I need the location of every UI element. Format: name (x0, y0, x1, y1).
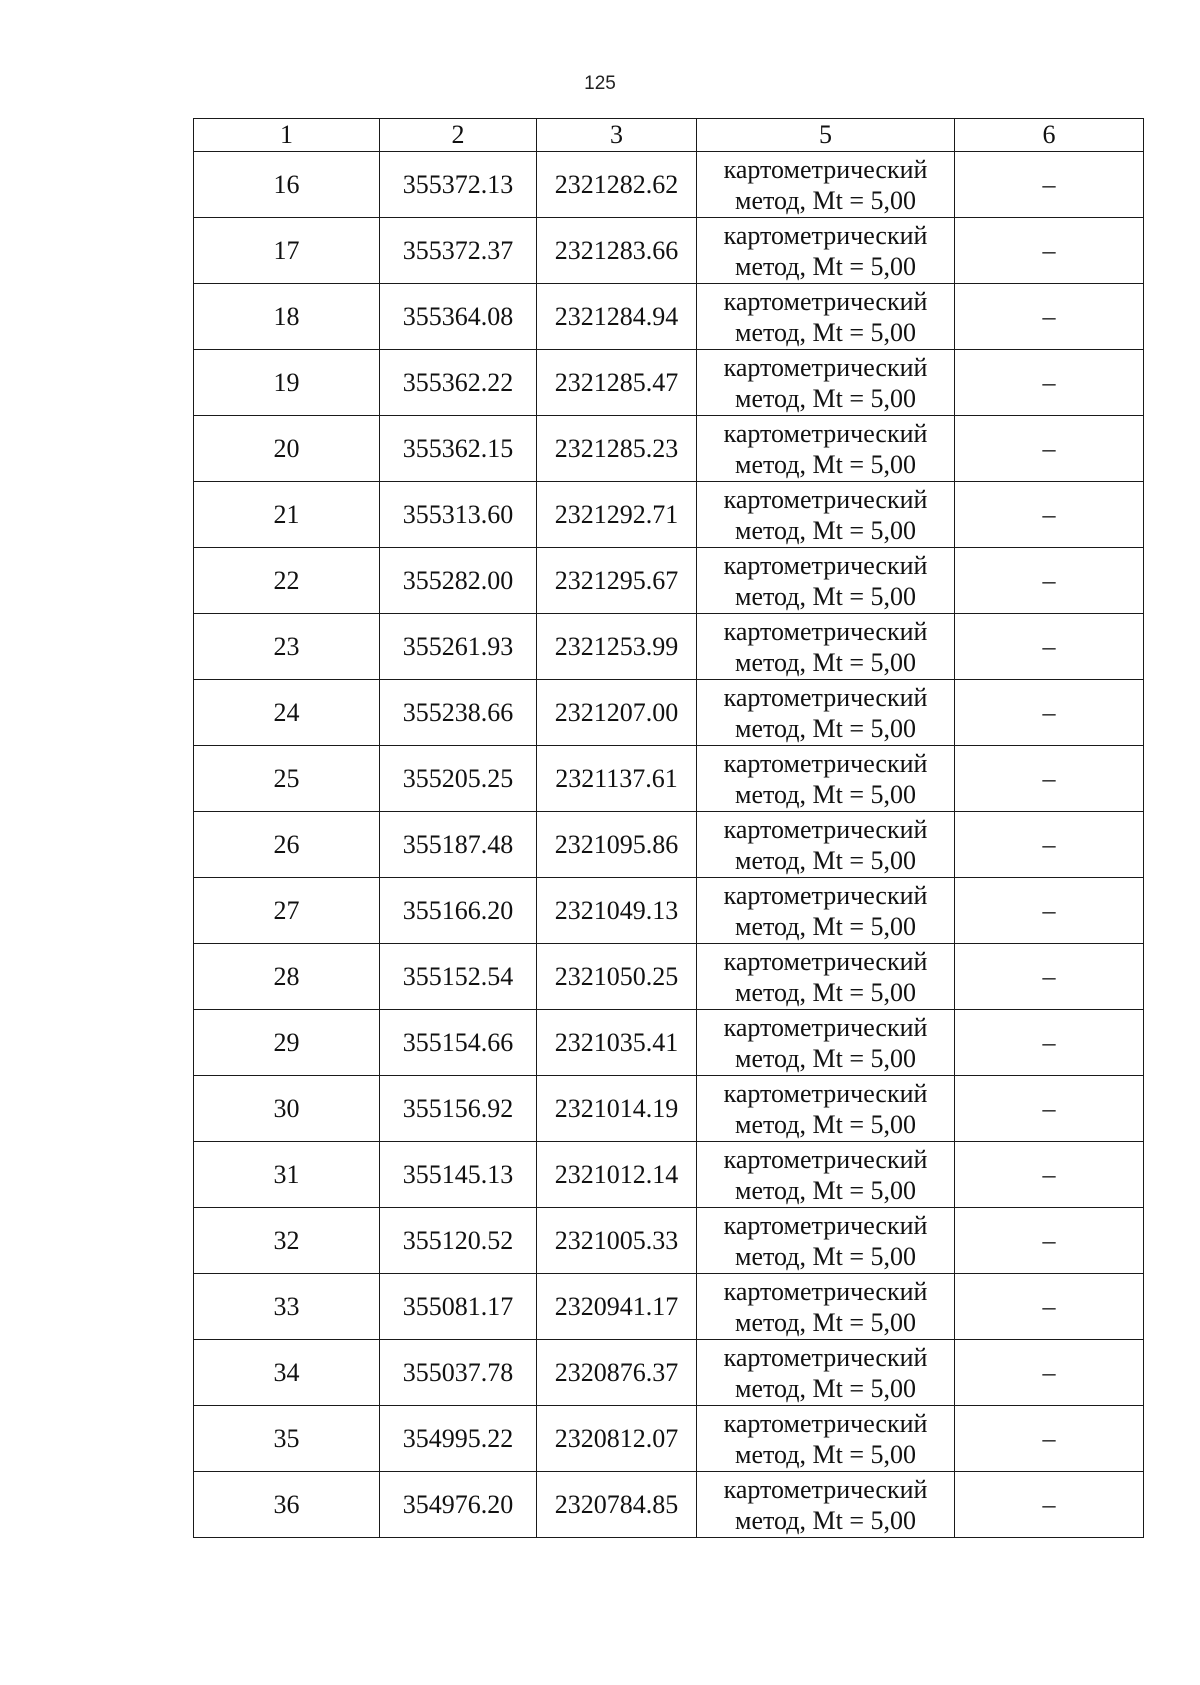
method-cell (697, 944, 955, 1010)
coordinate-y-cell: 2321283.66 (537, 218, 697, 284)
table-row (194, 1142, 1144, 1208)
method-line-2: метод, Mt = 5,00 (735, 1505, 916, 1535)
method-line-1: картометрический (723, 484, 928, 514)
coordinate-x-cell: 355362.15 (380, 416, 537, 482)
table-row (194, 548, 1144, 614)
method-line-2: метод, Mt = 5,00 (735, 779, 916, 809)
coordinate-x-cell: 354976.20 (380, 1472, 537, 1538)
coordinate-y-cell: 2321295.67 (537, 548, 697, 614)
table-row (194, 1406, 1144, 1472)
table-row (194, 1472, 1144, 1538)
method-line-1: картометрический (723, 1012, 928, 1042)
note-cell: – (955, 218, 1144, 284)
method-cell (697, 746, 955, 812)
method-line-1: картометрический (723, 616, 928, 646)
table-row (194, 284, 1144, 350)
note-cell: – (955, 1406, 1144, 1472)
table-row (194, 746, 1144, 812)
method-line-1: картометрический (723, 1078, 928, 1108)
method-cell (697, 1142, 955, 1208)
method-line-1: картометрический (723, 418, 928, 448)
coordinate-y-cell: 2320784.85 (537, 1472, 697, 1538)
table-row (194, 218, 1144, 284)
note-cell: – (955, 1010, 1144, 1076)
method-line-2: метод, Mt = 5,00 (735, 185, 916, 215)
table-row (194, 878, 1144, 944)
coordinate-y-cell: 2321035.41 (537, 1010, 697, 1076)
point-number-cell: 32 (194, 1208, 380, 1274)
point-number-cell: 26 (194, 812, 380, 878)
point-number-cell: 28 (194, 944, 380, 1010)
coordinate-y-cell: 2321050.25 (537, 944, 697, 1010)
method-cell (697, 350, 955, 416)
method-line-1: картометрический (723, 946, 928, 976)
note-cell: – (955, 284, 1144, 350)
coordinate-y-cell: 2321207.00 (537, 680, 697, 746)
method-cell (697, 152, 955, 218)
coordinate-y-cell: 2321285.47 (537, 350, 697, 416)
point-number-cell: 33 (194, 1274, 380, 1340)
note-cell: – (955, 350, 1144, 416)
note-cell: – (955, 416, 1144, 482)
method-line-2: метод, Mt = 5,00 (735, 845, 916, 875)
table-row (194, 614, 1144, 680)
point-number-cell: 21 (194, 482, 380, 548)
note-cell: – (955, 482, 1144, 548)
coordinate-x-cell: 355364.08 (380, 284, 537, 350)
coordinate-x-cell: 355166.20 (380, 878, 537, 944)
note-cell: – (955, 1076, 1144, 1142)
coordinate-x-cell: 355313.60 (380, 482, 537, 548)
method-line-2: метод, Mt = 5,00 (735, 647, 916, 677)
note-cell: – (955, 1208, 1144, 1274)
coordinate-y-cell: 2321292.71 (537, 482, 697, 548)
note-cell: – (955, 614, 1144, 680)
method-cell (697, 1406, 955, 1472)
method-line-2: метод, Mt = 5,00 (735, 581, 916, 611)
point-number-cell: 16 (194, 152, 380, 218)
method-cell (697, 1076, 955, 1142)
point-number-cell: 30 (194, 1076, 380, 1142)
coordinate-x-cell: 355282.00 (380, 548, 537, 614)
point-number-cell: 27 (194, 878, 380, 944)
note-cell: – (955, 548, 1144, 614)
method-line-1: картометрический (723, 748, 928, 778)
note-cell: – (955, 944, 1144, 1010)
table-row (194, 680, 1144, 746)
coordinate-x-cell: 355154.66 (380, 1010, 537, 1076)
point-number-cell: 19 (194, 350, 380, 416)
method-line-2: метод, Mt = 5,00 (735, 383, 916, 413)
method-cell (697, 218, 955, 284)
method-cell (697, 1472, 955, 1538)
method-cell (697, 1208, 955, 1274)
method-line-2: метод, Mt = 5,00 (735, 449, 916, 479)
coordinate-y-cell: 2320941.17 (537, 1274, 697, 1340)
table-row (194, 350, 1144, 416)
coordinate-y-cell: 2320876.37 (537, 1340, 697, 1406)
note-cell: – (955, 746, 1144, 812)
coordinate-y-cell: 2321137.61 (537, 746, 697, 812)
table-row (194, 1340, 1144, 1406)
method-line-2: метод, Mt = 5,00 (735, 1175, 916, 1205)
page-number: 125 (584, 73, 616, 94)
coordinate-x-cell: 355145.13 (380, 1142, 537, 1208)
point-number-cell: 20 (194, 416, 380, 482)
table-row (194, 152, 1144, 218)
method-cell (697, 482, 955, 548)
coordinate-y-cell: 2320812.07 (537, 1406, 697, 1472)
method-line-1: картометрический (723, 1210, 928, 1240)
method-line-1: картометрический (723, 1474, 928, 1504)
table-row (194, 1010, 1144, 1076)
note-cell: – (955, 680, 1144, 746)
coordinate-y-cell: 2321284.94 (537, 284, 697, 350)
point-number-cell: 31 (194, 1142, 380, 1208)
table-row (194, 1076, 1144, 1142)
coordinate-y-cell: 2321012.14 (537, 1142, 697, 1208)
table-row (194, 944, 1144, 1010)
coordinate-x-cell: 355120.52 (380, 1208, 537, 1274)
method-cell (697, 680, 955, 746)
method-line-2: метод, Mt = 5,00 (735, 1241, 916, 1271)
point-number-cell: 23 (194, 614, 380, 680)
table-row (194, 1208, 1144, 1274)
method-line-1: картометрический (723, 1144, 928, 1174)
coordinate-x-cell: 355081.17 (380, 1274, 537, 1340)
table-row (194, 812, 1144, 878)
coordinate-y-cell: 2321014.19 (537, 1076, 697, 1142)
method-line-1: картометрический (723, 814, 928, 844)
method-line-1: картометрический (723, 550, 928, 580)
point-number-cell: 25 (194, 746, 380, 812)
header-col-2: 2 (380, 119, 537, 152)
coordinates-table (193, 118, 1144, 1538)
coordinate-x-cell: 355362.22 (380, 350, 537, 416)
method-line-2: метод, Mt = 5,00 (735, 251, 916, 281)
note-cell: – (955, 1472, 1144, 1538)
table-row (194, 416, 1144, 482)
coordinate-x-cell: 355205.25 (380, 746, 537, 812)
coordinate-y-cell: 2321005.33 (537, 1208, 697, 1274)
method-line-2: метод, Mt = 5,00 (735, 911, 916, 941)
point-number-cell: 34 (194, 1340, 380, 1406)
method-line-1: картометрический (723, 880, 928, 910)
coordinate-y-cell: 2321285.23 (537, 416, 697, 482)
point-number-cell: 36 (194, 1472, 380, 1538)
method-line-1: картометрический (723, 220, 928, 250)
point-number-cell: 22 (194, 548, 380, 614)
method-line-1: картометрический (723, 682, 928, 712)
coordinate-x-cell: 354995.22 (380, 1406, 537, 1472)
method-cell (697, 1010, 955, 1076)
method-line-2: метод, Mt = 5,00 (735, 713, 916, 743)
method-line-1: картометрический (723, 1408, 928, 1438)
method-line-2: метод, Mt = 5,00 (735, 977, 916, 1007)
method-line-2: метод, Mt = 5,00 (735, 1439, 916, 1469)
method-line-2: метод, Mt = 5,00 (735, 317, 916, 347)
method-cell (697, 1340, 955, 1406)
note-cell: – (955, 812, 1144, 878)
method-cell (697, 878, 955, 944)
point-number-cell: 17 (194, 218, 380, 284)
method-cell (697, 284, 955, 350)
method-cell (697, 416, 955, 482)
table-row (194, 1274, 1144, 1340)
method-cell (697, 1274, 955, 1340)
header-col-5: 5 (697, 119, 955, 152)
method-line-2: метод, Mt = 5,00 (735, 1307, 916, 1337)
note-cell: – (955, 878, 1144, 944)
method-line-1: картометрический (723, 1276, 928, 1306)
coordinate-x-cell: 355156.92 (380, 1076, 537, 1142)
table-row (194, 482, 1144, 548)
coordinate-x-cell: 355037.78 (380, 1340, 537, 1406)
header-col-6: 6 (955, 119, 1144, 152)
coordinate-x-cell: 355372.13 (380, 152, 537, 218)
header-col-1: 1 (194, 119, 380, 152)
point-number-cell: 29 (194, 1010, 380, 1076)
method-line-2: метод, Mt = 5,00 (735, 515, 916, 545)
method-line-2: метод, Mt = 5,00 (735, 1043, 916, 1073)
coordinate-y-cell: 2321049.13 (537, 878, 697, 944)
method-line-1: картометрический (723, 286, 928, 316)
method-line-2: метод, Mt = 5,00 (735, 1373, 916, 1403)
point-number-cell: 35 (194, 1406, 380, 1472)
table-body (194, 152, 1144, 1538)
coordinate-x-cell: 355187.48 (380, 812, 537, 878)
coordinate-y-cell: 2321253.99 (537, 614, 697, 680)
note-cell: – (955, 1274, 1144, 1340)
method-line-1: картометрический (723, 352, 928, 382)
method-cell (697, 548, 955, 614)
note-cell: – (955, 1142, 1144, 1208)
coordinate-y-cell: 2321095.86 (537, 812, 697, 878)
point-number-cell: 18 (194, 284, 380, 350)
method-line-1: картометрический (723, 1342, 928, 1372)
method-cell (697, 614, 955, 680)
header-col-3: 3 (537, 119, 697, 152)
coordinate-x-cell: 355152.54 (380, 944, 537, 1010)
method-cell (697, 812, 955, 878)
table-header-row (194, 119, 1144, 152)
coordinate-x-cell: 355238.66 (380, 680, 537, 746)
coordinate-y-cell: 2321282.62 (537, 152, 697, 218)
note-cell: – (955, 1340, 1144, 1406)
coordinate-x-cell: 355261.93 (380, 614, 537, 680)
method-line-2: метод, Mt = 5,00 (735, 1109, 916, 1139)
note-cell: – (955, 152, 1144, 218)
point-number-cell: 24 (194, 680, 380, 746)
method-line-1: картометрический (723, 154, 928, 184)
coordinate-x-cell: 355372.37 (380, 218, 537, 284)
